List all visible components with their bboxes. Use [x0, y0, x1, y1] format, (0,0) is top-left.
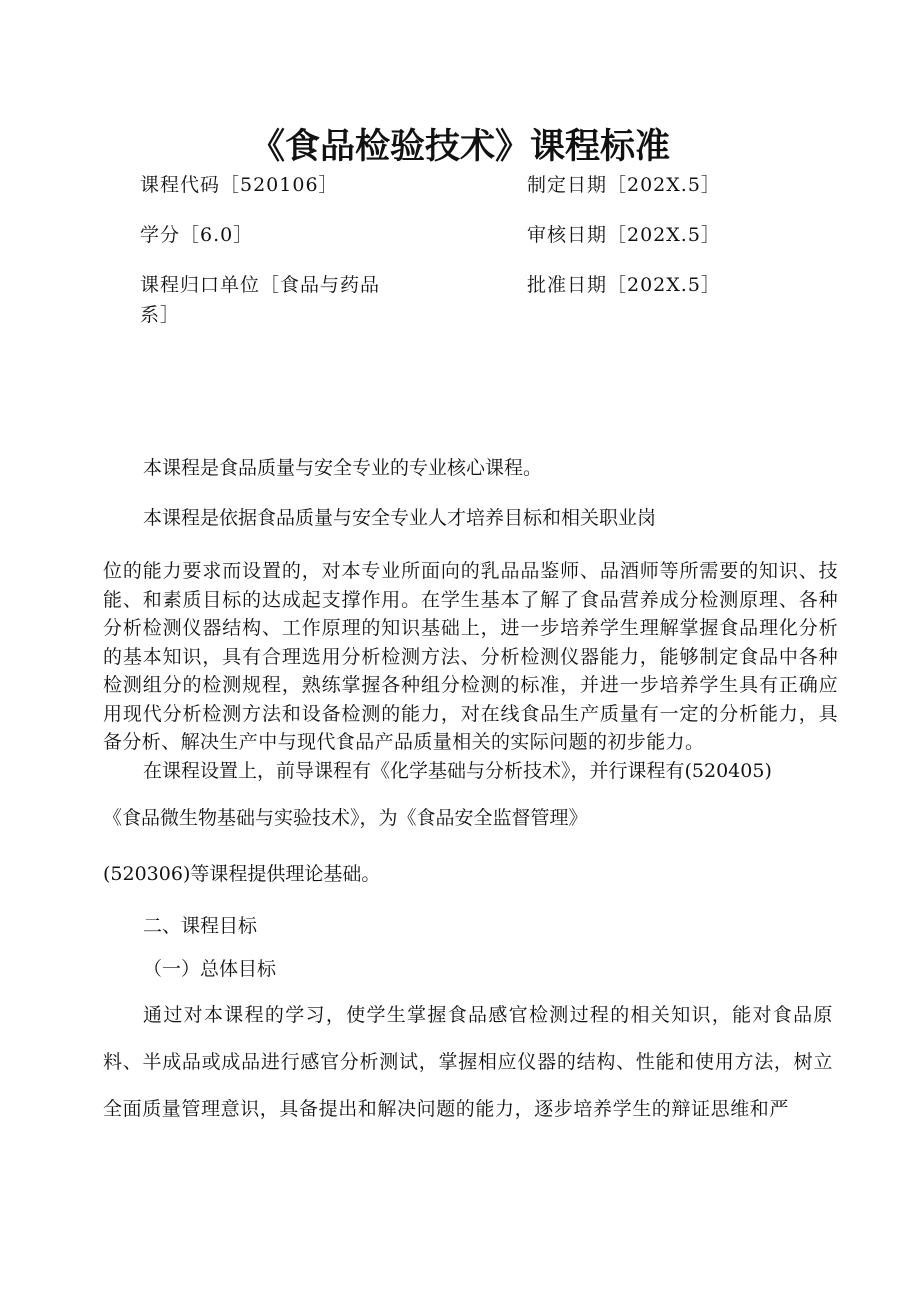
intro-paragraph-1: 本课程是食品质量与安全专业的专业核心课程。	[143, 457, 543, 479]
section-heading-course-goals: 二、课程目标	[143, 915, 258, 937]
date-reviewed: 审核日期［202X.5］	[527, 224, 721, 246]
intro-paragraph-2-body: 位的能力要求而设置的，对本专业所面向的乳品品鉴师、品酒师等所需要的知识、技能、和素质目标的达成起支撑作用。在学生基本了解了食品营养成分检测原理、各种分析检测仪器结构、工作原理的知识基础上，进一步培养学生理解掌握食品理化分析的基本知识，具有合理选用分析检测方法、分析检测仪器能力，能够制定食品中各种检测组分的检测规程，熟练掌握各种组分检测的标准，并进一步培养学生具有正确应用现代分析检测方法和设备检测的能力，对在线食品生产质量有一定的分析能力，具备分析、解决生产中与现代食品产品质量相关的实际问题的初步能力。	[103, 560, 838, 753]
subsection-heading-overall-goals: （一）总体目标	[143, 958, 277, 980]
department: 课程归口单位［食品与药品系］	[140, 274, 381, 326]
date-approved: 批准日期［202X.5］	[527, 274, 721, 296]
credits: 学分［6.0］	[140, 224, 254, 246]
goal-paragraph: 通过对本课程的学习，使学生掌握食品感官检测过程的相关知识，能对食品原料、半成品或成品进行感官分析测试，掌握相应仪器的结构、性能和使用方法，树立全面质量管理意识，具备提出和解决问题的能力，逐步培养学生的辩证思维和严	[103, 1004, 833, 1120]
date-created: 制定日期［202X.5］	[527, 174, 721, 196]
prerequisite-line-1: 在课程设置上，前导课程有《化学基础与分析技术》，并行课程有(520405)	[143, 760, 772, 782]
intro-paragraph-2-first-line: 本课程是依据食品质量与安全专业人才培养目标和相关职业岗	[143, 507, 657, 529]
prerequisite-line-2: 《食品微生物基础与实验技术》，为《食品安全监督管理》	[103, 807, 588, 829]
course-code: 课程代码［520106］	[140, 174, 339, 196]
document-title: 《食品检验技术》课程标准	[249, 127, 670, 167]
prerequisite-line-3: (520306)等课程提供理论基础。	[103, 863, 381, 885]
